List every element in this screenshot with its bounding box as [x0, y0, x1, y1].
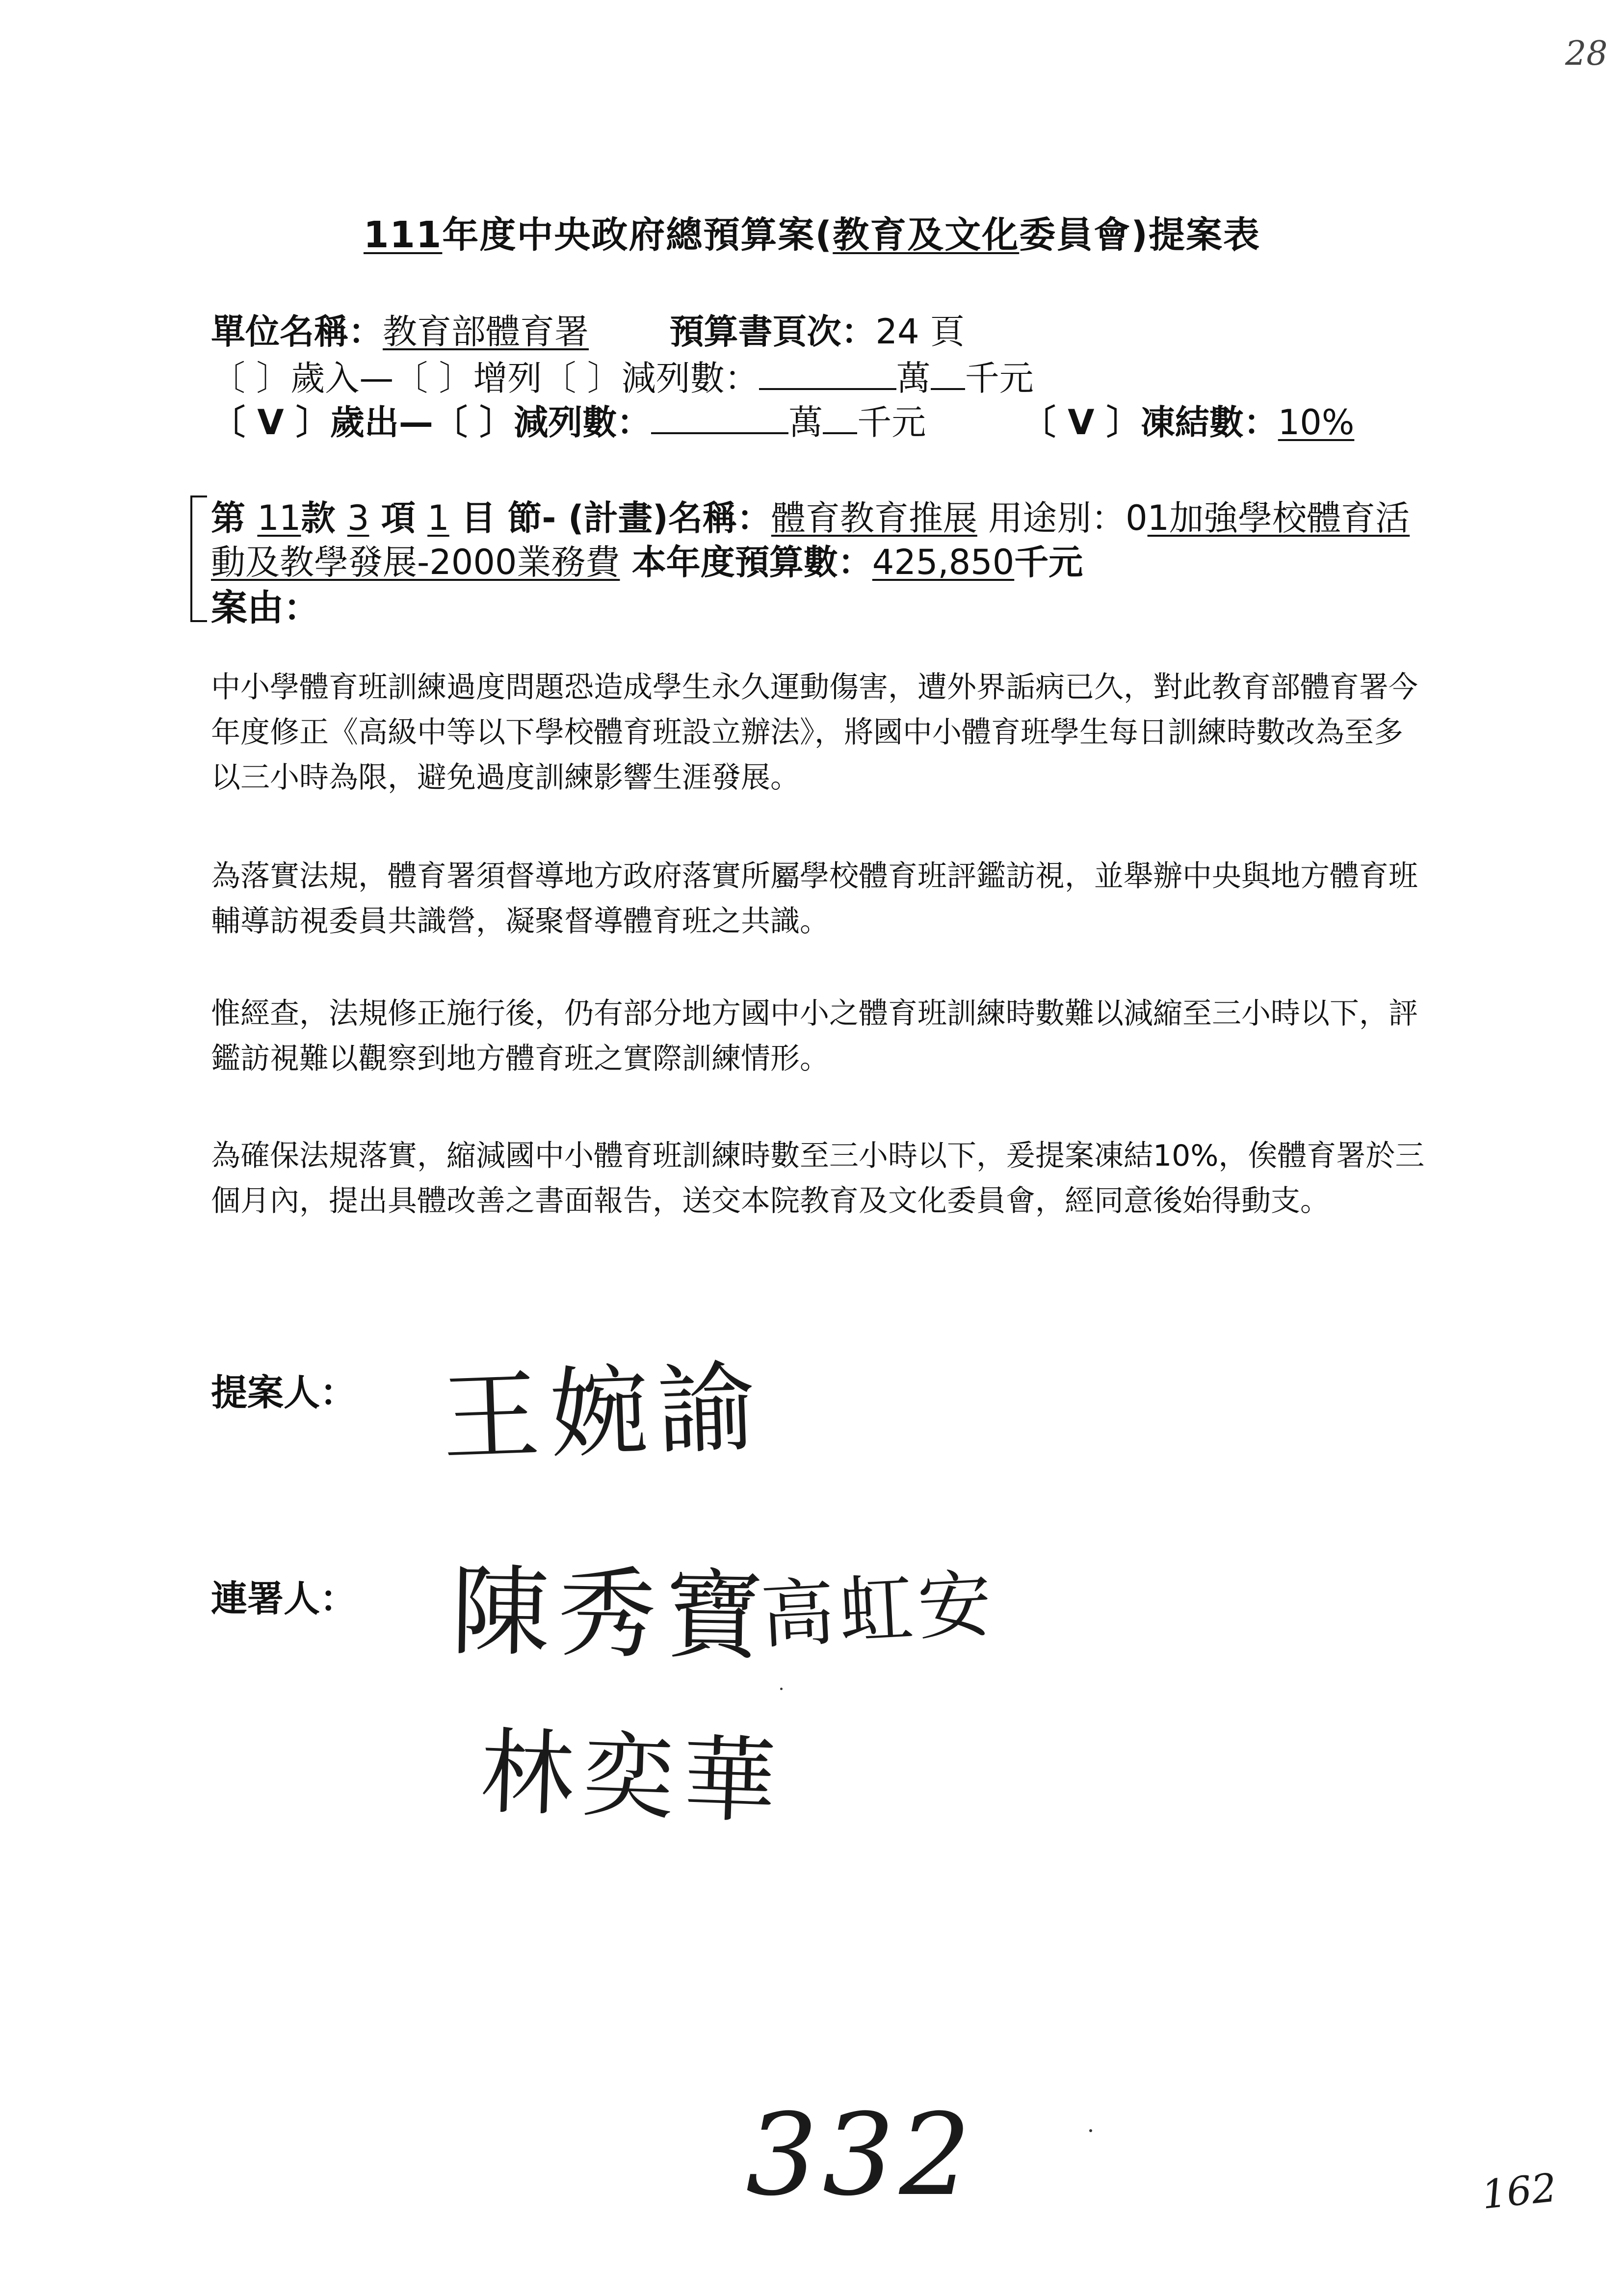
proposer-signature: 王婉諭	[440, 1350, 768, 1476]
expense-thousand-blank	[823, 404, 857, 434]
xiang-label: 項	[369, 498, 428, 538]
title-part2: 委員會)提案表	[1019, 214, 1261, 256]
reason-label: 案由：	[211, 587, 320, 629]
expense-blank	[651, 404, 788, 434]
budget-value: 425,850	[872, 542, 1015, 582]
item-line-1	[211, 491, 1410, 540]
xiang-number: 3	[347, 498, 369, 538]
cosigner-signature-2: 高虹安	[759, 1561, 998, 1659]
corner-number-bottom: 162	[1479, 2165, 1559, 2218]
title-part1: 年度中央政府總預算案(	[442, 214, 833, 256]
unit-line	[211, 304, 965, 354]
budget-unit: 千元	[1014, 542, 1083, 582]
revenue-wan: 萬	[896, 358, 931, 398]
page-corner-number: 28	[1565, 34, 1608, 73]
revenue-thousand-blank	[931, 360, 965, 390]
plan-name: 體育教育推展	[771, 498, 977, 538]
unit-value: 教育部體育署	[383, 312, 589, 352]
title-committee: 教育及文化	[833, 214, 1020, 256]
reason-paragraph-1	[211, 665, 1428, 800]
reason-paragraph-2	[211, 854, 1428, 944]
item-line-2	[211, 535, 1083, 584]
kuan-prefix: 第	[211, 498, 258, 538]
expense-wan: 萬	[788, 402, 823, 443]
expense-line	[211, 395, 1354, 444]
paragraph-text: 為落實法規，體育署須督導地方政府落實所屬學校體育班評鑑訪視，並舉辦中央與地方體育班輔導訪視委員共識營，凝聚督導體育班之共識。	[211, 859, 1418, 939]
cosigners-label: 連署人：	[211, 1578, 356, 1620]
usage-value-2: 動及教學發展-2000業務費	[211, 542, 620, 582]
revenue-thousand: 千元	[965, 358, 1034, 398]
page-ref-label: 預算書頁次：	[669, 312, 876, 352]
document-title	[0, 206, 1624, 258]
freeze-value: 10%	[1278, 402, 1355, 443]
usage-label: 用途別：0	[977, 498, 1148, 538]
reason-paragraph-3	[211, 991, 1428, 1081]
expense-thousand: 千元	[857, 402, 926, 443]
scan-speck	[780, 1688, 783, 1690]
kuan-label: 款	[301, 498, 347, 538]
revenue-line	[211, 351, 1034, 400]
scan-speck	[1089, 2129, 1092, 2132]
freeze-check: 〔 V 〕凍結數：	[1021, 402, 1278, 443]
mu-label: 目 節- (計畫)名稱：	[449, 498, 771, 538]
proposer-label: 提案人：	[211, 1372, 356, 1414]
paragraph-text: 為確保法規落實，縮減國中小體育班訓練時數至三小時以下，爰提案凍結10%，俟體育署於三個月內，提出具體改善之書面報告，送交本院教育及文化委員會，經同意後始得動支。	[211, 1139, 1425, 1218]
budget-label: 本年度預算數：	[620, 542, 872, 582]
item-bracket	[190, 496, 207, 622]
kuan-number: 11	[257, 498, 301, 538]
title-year: 111	[363, 214, 443, 256]
unit-label: 單位名稱：	[211, 312, 383, 352]
usage-value-1: 1加強學校體育活	[1147, 498, 1410, 538]
handwritten-page-number: 332	[746, 2090, 976, 2221]
revenue-blank	[759, 360, 896, 390]
revenue-checks: 〔 〕歲入—〔 〕增列〔 〕減列數：	[211, 358, 759, 398]
expense-checks: 〔 V 〕歲出—〔 〕減列數：	[211, 402, 652, 443]
cosigner-signature-3: 林奕華	[478, 1718, 786, 1837]
page-ref-value: 24 頁	[875, 312, 965, 352]
cosigner-signature-1: 陳秀寶	[450, 1554, 773, 1674]
mu-number: 1	[427, 498, 449, 538]
paragraph-text: 中小學體育班訓練過度問題恐造成學生永久運動傷害，遭外界詬病已久，對此教育部體育署今年度修正《高級中等以下學校體育班設立辦法》，將國中小體育班學生每日訓練時數改為至多以三小時為限，避免過度訓練影響生涯發展。	[211, 670, 1418, 795]
paragraph-text: 惟經查，法規修正施行後，仍有部分地方國中小之體育班訓練時數難以減縮至三小時以下，評鑑訪視難以觀察到地方體育班之實際訓練情形。	[211, 996, 1418, 1076]
reason-paragraph-4	[211, 1133, 1428, 1224]
